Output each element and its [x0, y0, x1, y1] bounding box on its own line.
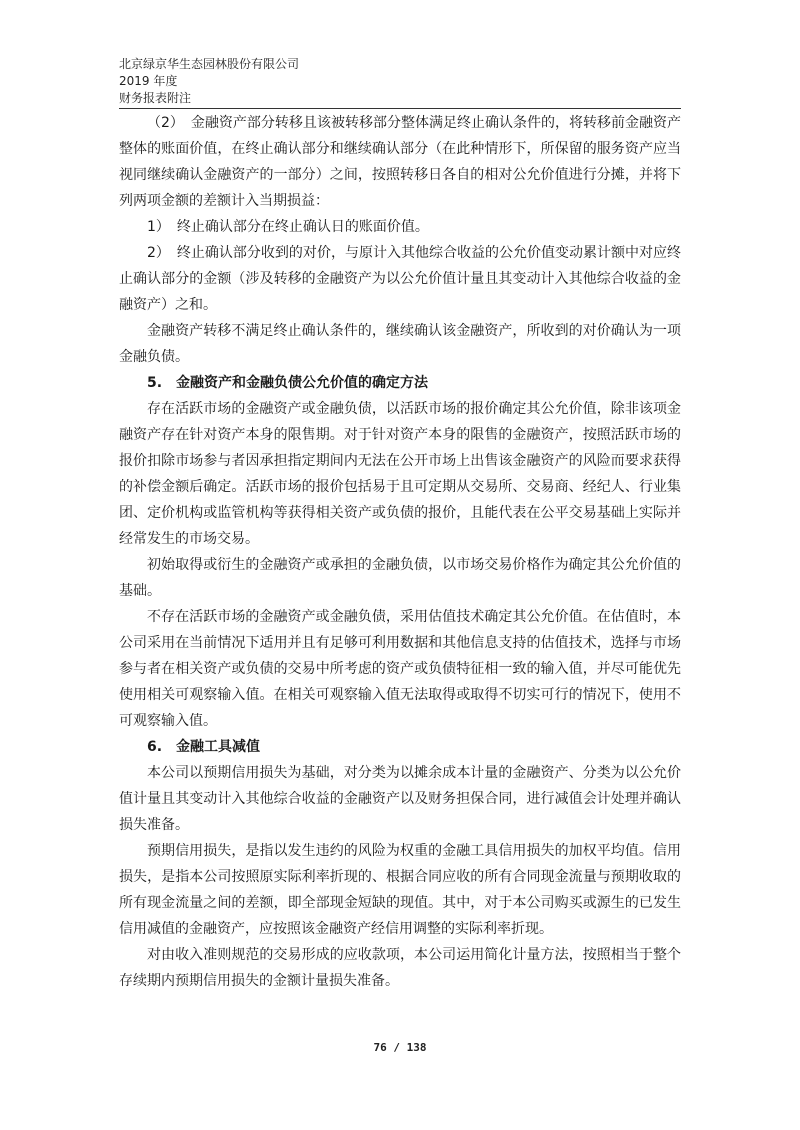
list-item-2: 2） 终止确认部分收到的对价，与原计入其他综合收益的公允价值变动累计额中对应终止确认部分的金额（涉及转移的金融资产为以公允价值计量且其变动计入其他综合收益的金融资产）之和。: [119, 245, 681, 313]
paragraph-initial-acquisition: 初始取得或衍生的金融资产或承担的金融负债，以市场交易价格作为确定其公允价值的基础。: [119, 557, 681, 599]
paragraph-expected-credit-loss-basis: 本公司以预期信用损失为基础，对分类为以摊余成本计量的金融资产、分类为以公允价值计量且其变动计入其他综合收益的金融资产以及财务担保合同，进行减值会计处理并确认损失准备。: [119, 765, 681, 833]
document-title: 财务报表附注: [119, 91, 192, 105]
page-number: 76 / 138: [373, 1041, 427, 1054]
document-body: [119, 110, 681, 994]
paragraph-active-market: 存在活跃市场的金融资产或金融负债，以活跃市场的报价确定其公允价值，除非该项金融资产存在针对资产本身的限售期。对于针对资产本身的限售的金融资产，按照活跃市场的报价扣除市场参与者因承担指定期间内无法在公开市场上出售该金融资产的风险而要求获得的补偿金额后确定。活跃市场的报价包括易于且可定期从交易所、交易商、经纪人、行业集团、定价机构或监管机构等获得相关资产或负债的报价，且能代表在公平交易基础上实际并经常发生的市场交易。: [119, 401, 681, 547]
paragraph-no-active-market: 不存在活跃市场的金融资产或金融负债，采用估值技术确定其公允价值。在估值时，本公司采用在当前情况下适用并且有足够可利用数据和其他信息支持的估值技术，选择与市场参与者在相关资产或负债的交易中所考虑的资产或负债特征相一致的输入值，并尽可能优先使用相关可观察输入值。在相关可观察输入值无法取得或取得不切实可行的情况下，使用不可观察输入值。: [119, 609, 681, 729]
paragraph-credit-loss-definition: 预期信用损失，是指以发生违约的风险为权重的金融工具信用损失的加权平均值。信用损失，是指本公司按照原实际利率折现的、根据合同应收的所有合同现金流量与预期收取的所有现金流量之间的差额，即全部现金短缺的现值。其中，对于本公司购买或源生的已发生信用减值的金融资产，应按照该金融资产经信用调整的实际利率折现。: [119, 843, 681, 937]
section-heading-fair-value: 5. 金融资产和金融负债公允价值的确定方法: [147, 375, 429, 391]
paragraph-transfer-not-met: 金融资产转移不满足终止确认条件的，继续确认该金融资产，所收到的对价确认为一项金融负债。: [119, 323, 681, 365]
section-heading-impairment: 6. 金融工具减值: [147, 739, 261, 755]
report-year: 2019 年度: [119, 74, 178, 88]
paragraph-receivables-simplified: 对由收入准则规范的交易形成的应收款项，本公司运用简化计量方法，按照相当于整个存续期内预期信用损失的金额计量损失准备。: [119, 947, 681, 989]
list-item-1: 1） 终止确认部分在终止确认日的账面价值。: [147, 219, 429, 235]
company-name: 北京绿京华生态园林股份有限公司: [119, 57, 300, 71]
header-divider: [119, 108, 681, 109]
paragraph-transfer-partial: （2） 金融资产部分转移且该被转移部分整体满足终止确认条件的，将转移前金融资产整体的账面价值，在终止确认部分和继续确认部分（在此种情形下，所保留的服务资产应当视同继续确认金融资产的一部分）之间，按照转移日各自的相对公允价值进行分摊，并将下列两项金额的差额计入当期损益：: [119, 115, 681, 209]
page-header: [119, 56, 679, 107]
